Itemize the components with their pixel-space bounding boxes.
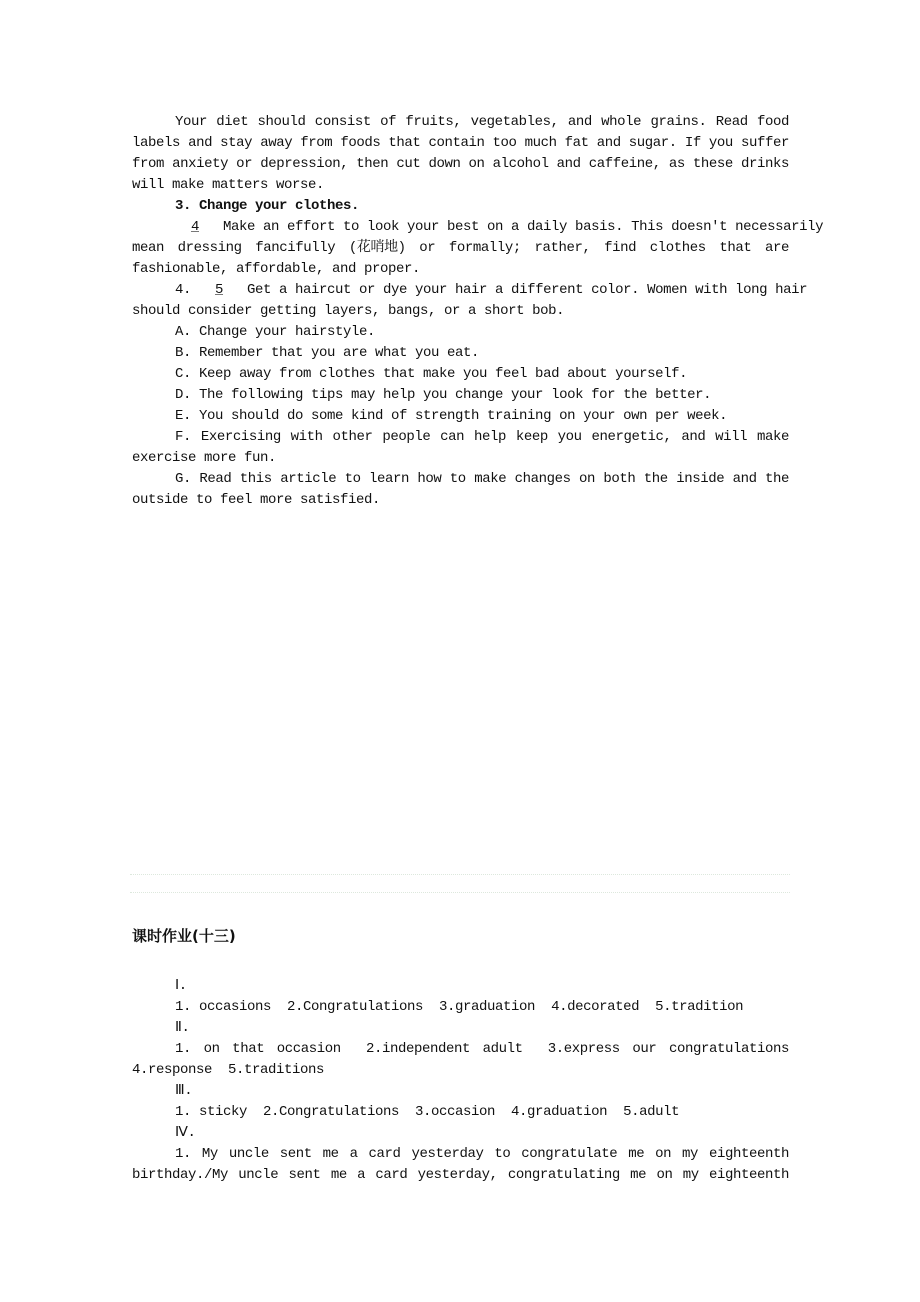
text-line (175, 1144, 789, 1165)
text-line (175, 1018, 190, 1039)
line-text: Your diet should consist of fruits, vegetables, and whole grains. Read food (175, 114, 789, 130)
line-text: Get a haircut or dye your hair a different color. Women with long hair (239, 282, 808, 298)
line-text: C. Keep away from clothes that make you feel bad about yourself. (175, 366, 688, 382)
line-text: Ⅲ. (175, 1083, 193, 1099)
line-text: exercise more fun. (132, 450, 277, 466)
text-line (132, 448, 276, 469)
text-line (132, 1060, 324, 1081)
text-line (175, 997, 743, 1018)
text-line (175, 217, 823, 238)
text-line (132, 154, 789, 175)
line-text: 4.response 5.traditions (132, 1062, 325, 1078)
text-line (175, 364, 687, 385)
line-text: 1. sticky 2.Congratulations 3.occasion 4.graduation 5.adult (175, 1104, 680, 1120)
divider (130, 874, 790, 875)
line-text: B. Remember that you are what you eat. (175, 345, 480, 361)
answer-blank: 4 (190, 219, 199, 235)
line-text: G. Read this article to learn how to make changes on both the inside and the (175, 471, 789, 487)
line-text: 1. My uncle sent me a card yesterday to congratulate me on my eighteenth (175, 1146, 789, 1162)
text-line (132, 133, 789, 154)
text-line (175, 280, 807, 301)
line-text: 1. occasions 2.Congratulations 3.graduation 4.decorated 5.tradition (175, 999, 744, 1015)
text-line (175, 976, 187, 997)
answer-blank: 5 (215, 282, 224, 298)
text-line (175, 385, 711, 406)
text-line (175, 1081, 192, 1102)
line-text: mean dressing fancifully (花哨地) or formally; rather, find clothes that are (132, 240, 789, 256)
text-line (132, 301, 564, 322)
text-line (175, 112, 789, 133)
line-text: 1. on that occasion 2.independent adult 3.express our congratulations (175, 1041, 789, 1057)
line-text: outside to feel more satisfied. (132, 492, 381, 508)
line-text: D. The following tips may help you change your look for the better. (175, 387, 712, 403)
line-text: Make an effort to look your best on a daily basis. This doesn't necessarily (215, 219, 824, 235)
text-line (132, 490, 380, 511)
text-line (132, 259, 420, 280)
text-line (175, 1123, 196, 1144)
line-text: 3. Change your clothes. (175, 198, 360, 214)
text-line (175, 343, 479, 364)
line-text: birthday./My uncle sent me a card yesterday, congratulating me on my eighteenth (132, 1167, 789, 1183)
line-text: E. You should do some kind of strength training on your own per week. (175, 408, 728, 424)
line-text: Ⅰ. (175, 978, 187, 994)
text-line (175, 1102, 679, 1123)
line-text: fashionable, affordable, and proper. (132, 261, 421, 277)
text-line (132, 175, 324, 196)
text-line (175, 196, 359, 217)
line-text: Ⅱ. (175, 1020, 190, 1036)
line-text: labels and stay away from foods that contain too much fat and sugar. If you suffer (132, 135, 789, 151)
line-text: will make matters worse. (132, 177, 325, 193)
divider (130, 892, 790, 893)
text-line (132, 1165, 789, 1186)
line-text: Ⅳ. (175, 1125, 196, 1141)
line-text: should consider getting layers, bangs, or a short bob. (132, 303, 565, 319)
line-text: F. Exercising with other people can help keep you energetic, and will make (175, 429, 789, 445)
line-text: A. Change your hairstyle. (175, 324, 376, 340)
line-text: from anxiety or depression, then cut down on alcohol and caffeine, as these drinks (132, 156, 789, 172)
text-line (175, 322, 375, 343)
text-line (175, 427, 789, 448)
text-line (175, 1039, 789, 1060)
item-number: 4. (175, 282, 200, 298)
text-line (175, 469, 789, 490)
text-line (175, 406, 727, 427)
section-title: 课时作业(十三) (132, 927, 236, 945)
text-line (132, 238, 789, 259)
